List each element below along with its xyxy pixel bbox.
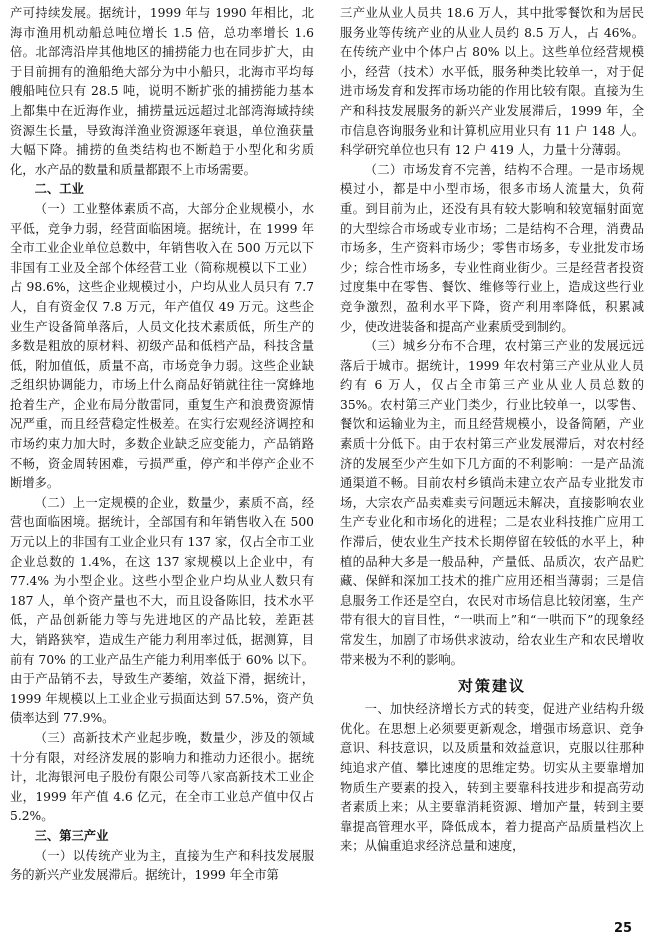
right-column bbox=[340, 4, 644, 857]
paragraph-tertiary-3: （三）城乡分布不合理，农村第三产业的发展远远落后于城市。据统计，1999 年农村第三产业从业人员约有 6 万人，仅占全市第三产业从业人员总数的 35%。农村第三产业门类少，行业比较单一，以零售、餐饮和运输业为主，而且经营规模小，设备简陋，产业素质十分低下。由于农村第三产业发展滞后，对农村经济的发展至少产生如下几方面的不利影响：一是产品流通渠道不畅。目前农村乡镇尚未建立农产品专业批发市场，大宗农产品卖难卖亏问题远未解决，直接影响农业生产专业化和市场化的进程；二是农业科技推广应用工作滞后，使农业生产技术长期停留在较低的水平上，种植的品种大多是一般品种，产量低、品质次，农产品贮藏、保鲜和深加工技术的推广应用还相当薄弱；三是信息服务工作还是空白，农民对市场信息比较闭塞，生产带有很大的盲目性，“一哄而上”和“一哄而下”的现象经常发生，加剧了市场供求波动，给农业生产和农民增收带来极为不利的影响。 bbox=[340, 339, 644, 667]
left-column bbox=[10, 4, 314, 886]
paragraph-tertiary-2: （二）市场发育不完善，结构不合理。一是市场规模过小，都是中小型市场，很多市场人流量大，负荷重。到目前为止，还没有具有较大影响和较宽辐射面宽的大型综合市场或专业市场；二是结构不合理，消费品市场多，生产资料市场少；零售市场多，专业批发市场少；综合性市场多，专业性商业街少。三是经营者投资过度集中在零售、餐饮、维修等行业上，造成这些行业竞争激烈，盈利水平下降，资产利用率降低，积累减少，使改进装备和提高产业素质受到制约。 bbox=[340, 162, 644, 334]
paragraph-industry-1: （一）工业整体素质不高，大部分企业规模小，水平低，竞争力弱，经营面临困境。据统计，在 1999 年全市工业企业单位总数中，年销售收入在 500 万元以下非国有工业及全部个体经营工业（简称规模以下工业）占 98.6%，这些企业规模过小，户均从业人员只有 7.7 人，自有资金仅 7.8 万元，年产值仅 49 万元。这些企业生产设备简单落后，人员文化技术素质低，所生产的多数是粗放的原材料、初级产品和低档产品，科技含量低，附加值低，质量不高，市场竞争力弱。这些企业缺乏组织协调能力，市场上什么商品好销就往往一窝蜂地抢着生产，企业布局分散雷同，重复生产和浪费资源情况严重，而且经营稳定性极差。在实行宏观经济调控和市场约束力加大时，多数企业缺乏应变能力，产品销路不畅，资金周转困难，亏损严重，停产和半停产企业不断增多。 bbox=[10, 201, 314, 491]
paragraph-tertiary-1-cont: 三产业从业人员共 18.6 万人，其中批零餐饮和为居民服务业等传统产业的从业人员约 8.5 万人，占 46%。在传统产业中个体户占 80% 以上。这些单位经营规模小，经营（技术）水平低，服务种类比较单一，对于促进市场发育和发挥市场功能的作用比较有限。直接为生产和科技发展服务的新兴产业发展滞后，1999 年，全市信息咨询服务业和计算机应用业只有 11 户 148 人。科学研究单位也只有 12 户 419 人，力量十分薄弱。 bbox=[340, 6, 644, 158]
paragraph-industry-3: （三）高新技术产业起步晚，数量少，涉及的领域十分有限，对经济发展的影响力和推动力还很小。据统计，北海银河电子股份有限公司等八家高新技术工业企业，1999 年产值 4.6 亿元，在全市工业总产值中仅占 5.2%。 bbox=[10, 730, 314, 824]
paragraph-policy-1: 一、加快经济增长方式的转变，促进产业结构升级优化。在思想上必须要更新观念，增强市场意识、竞争意识、科技意识，以及质量和效益意识，克服以往那种纯追求产值、攀比速度的思维定势。切实从主要靠增加物质生产要素的投入，转到主要靠科技进步和提高劳动者素质上来；从主要靠消耗资源、增加产量，转到主要靠提高管理水平，降低成本，着力提高产品质量档次上来；从偏重追求经济总量和速度， bbox=[340, 702, 644, 854]
paragraph-industry-2: （二）上一定规模的企业，数量少，素质不高，经营也面临困境。据统计，全部国有和年销售收入在 500 万元以上的非国有工业企业只有 137 家，仅占全市工业企业总数的 1.4%，在这 137 家规模以上企业中，有 77.4% 为小型企业。这些小型企业户均从业人数只有 187 人，单个资产量也不大，而且设备陈旧，技术水平低，产品创新能力等与先进地区的产品比较，差距甚大，销路狭窄，造成生产能力利用率过低，据测算，目前有 70% 的工业产品生产能力利用率低于 60% 以下。由于产品销不去，导致生产萎缩，效益下滑，据统计，1999 年规模以上工业企业亏损面达到 57.5%，资产负债率达到 77.9%。 bbox=[10, 495, 314, 726]
section-title-policy: 对策建议 bbox=[457, 677, 526, 696]
paragraph-tertiary-1-start: （一）以传统产业为主，直接为生产和科技发展服务的新兴产业发展滞后。据统计，1999 年全市第 bbox=[10, 848, 314, 883]
paragraph-fisheries: 产可持续发展。据统计，1999 年与 1990 年相比，北海市渔用机动船总吨位增长 1.5 倍，总功率增长 1.6 倍。北部湾沿岸其他地区的捕捞能力也在同步扩大，由于目前拥有的渔船绝大部分为中小船只，北海市平均每艘船吨位只有 28.5 吨，说明不断扩张的捕捞能力基本上都集中在近海作业，捕捞量远远超过北部湾海域持续资源生长量，导致海洋渔业资源逐年衰退，单位渔获量大幅下降。捕捞的鱼类结构也不断趋于小型化和劣质化，水产品的数量和质量都跟不上市场需要。 bbox=[10, 6, 314, 177]
heading-tertiary: 三、第三产业 bbox=[34, 828, 109, 843]
heading-industry: 二、工业 bbox=[34, 182, 84, 197]
page-number: 25 bbox=[614, 921, 633, 936]
